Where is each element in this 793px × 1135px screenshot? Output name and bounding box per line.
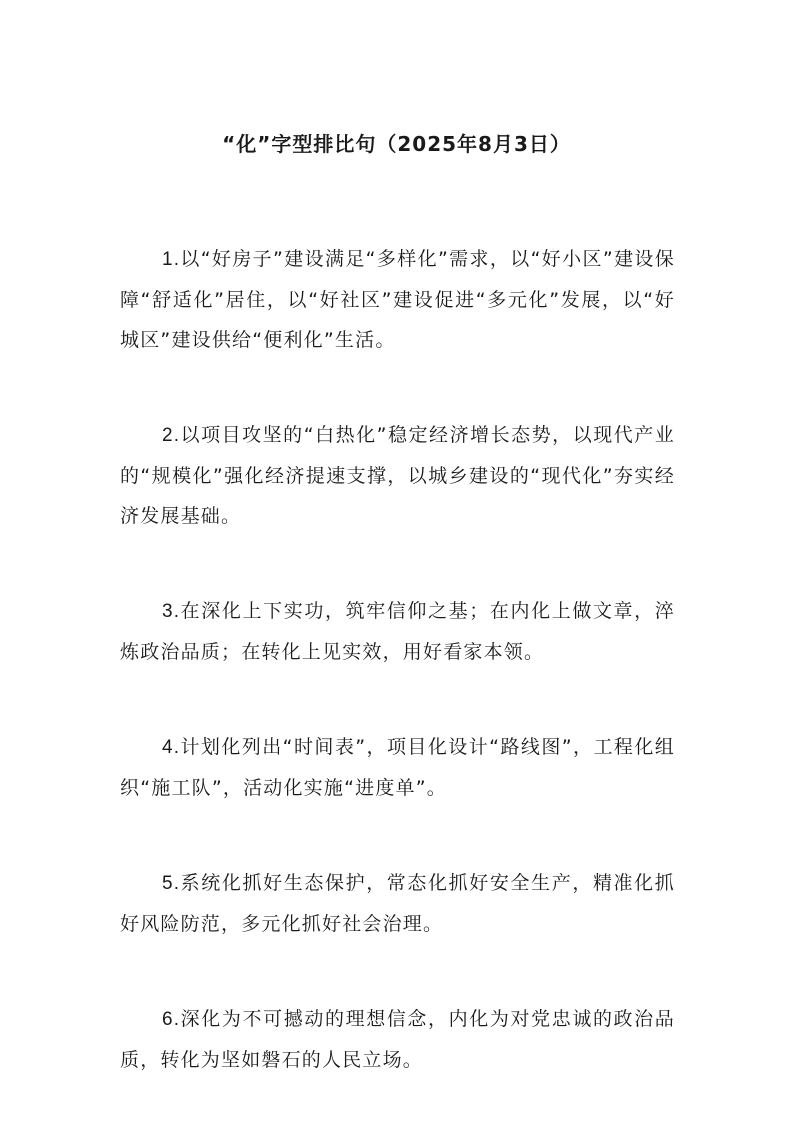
paragraph-text: 计划化列出“时间表”，项目化设计“路线图”，工程化组织“施工队”，活动化实施“进度单”。 bbox=[120, 736, 675, 799]
paragraph-text: 以“好房子”建设满足“多样化”需求，以“好小区”建设保障“舒适化”居住，以“好社区”建设促进“多元化”发展，以“好城区”建设供给“便利化”生活。 bbox=[120, 248, 675, 351]
paragraph-number: 1. bbox=[162, 249, 181, 270]
paragraph-number: 2. bbox=[162, 425, 181, 446]
paragraph-2 bbox=[120, 415, 675, 536]
paragraph-number: 3. bbox=[162, 601, 181, 622]
document-body bbox=[120, 239, 675, 1135]
paragraph-number: 4. bbox=[162, 737, 181, 758]
paragraph-text: 在深化上下实功，筑牢信仰之基；在内化上做文章，淬炼政治品质；在转化上见实效，用好看家本领。 bbox=[120, 600, 675, 663]
paragraph-text: 以项目攻坚的“白热化”稳定经济增长态势，以现代产业的“规模化”强化经济提速支撑，以城乡建设的“现代化”夯实经济发展基础。 bbox=[120, 424, 675, 527]
paragraph-3 bbox=[120, 591, 675, 672]
paragraph-5 bbox=[120, 863, 675, 944]
paragraph-number: 5. bbox=[162, 873, 181, 894]
paragraph-4 bbox=[120, 727, 675, 808]
document-title: “化”字型排比句（2025年8月3日） bbox=[222, 132, 571, 156]
paragraph-text: 系统化抓好生态保护，常态化抓好安全生产，精准化抓好风险防范，多元化抓好社会治理。 bbox=[120, 872, 675, 935]
paragraph-number: 6. bbox=[162, 1009, 181, 1030]
paragraph-6 bbox=[120, 999, 675, 1080]
paragraph-1 bbox=[120, 239, 675, 360]
paragraph-text: 深化为不可撼动的理想信念，内化为对党忠诚的政治品质，转化为坚如磐石的人民立场。 bbox=[120, 1008, 675, 1071]
